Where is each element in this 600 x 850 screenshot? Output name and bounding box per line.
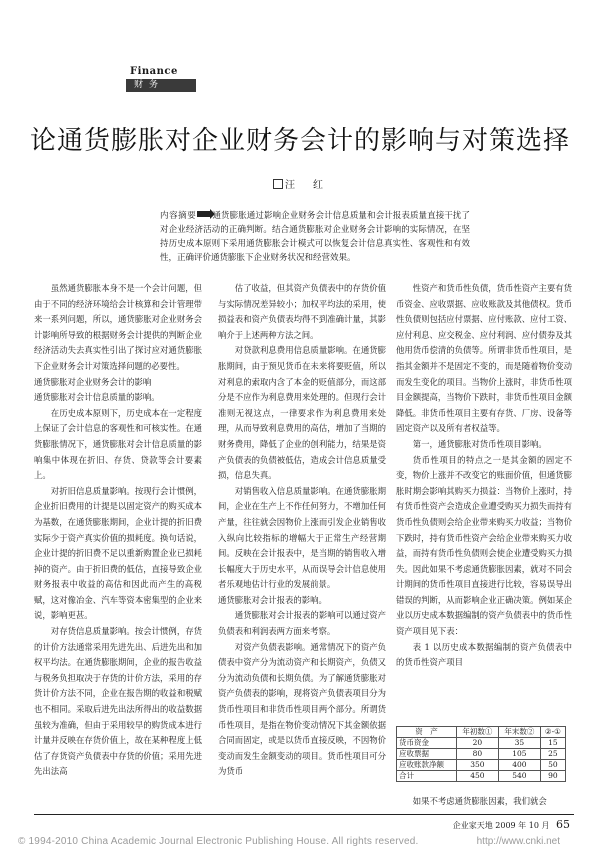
section-heading: 通货膨胀对会计信息质量的影响。	[34, 392, 160, 403]
paragraph: 对贷款利息费用信息质量影响。在通货膨胀期间，由于预见货币在未来将要贬值，所以对利息的索取内含了本金的贬值部分，而这部分是不应作为利息费用来处理的。但现行会计准则无视这点，一律要求作为利息费用来处理，从而导致利息费用的高估，增加了当期的财务费用，降低了企业的创利能力，结果是资产负债表的负债被低估，造成会计信息质量受损，信息失真。	[218, 345, 386, 481]
website-link[interactable]: http://www.cnki.net	[476, 836, 560, 847]
table-cell: 350	[456, 760, 498, 771]
paragraph: 在历史成本原则下，历史成本在一定程度上保证了会计信息的客观性和可核实性。在通货膨胀情况下，通货膨胀对会计信息质量的影响集中体现在折旧、存货、贷款等会计要素上。	[34, 407, 202, 481]
table-cell: 货币资金	[397, 738, 457, 749]
table-cell: 540	[498, 771, 540, 782]
paragraph: 虽然通货膨胀本身不是一个会计问题，但由于不同的经济环境给会计核算和会计管理带来一系列问题，所以，通货膨胀对企业财务会计影响所导致的根据财务会计提供的判断企业经济活动失去真实性引出了探讨应对通货膨胀下企业财务会计对策选择问题的必要性。	[34, 283, 202, 371]
column-3	[396, 281, 572, 671]
table-row	[397, 771, 566, 782]
paragraph: 对销售收入信息质量影响。在通货膨胀期间，企业在生产上不作任何努力，不增加任何产量，往往就会因物价上涨而引发企业销售收入纵向比较指标的增幅大于正常生产经营期间。反映在会计报表中，是当期的销售收入增长幅度大于历史水平，从而误导会计信息使用者乐观地估计行业的发展前景。	[218, 485, 386, 590]
paragraph: 表 1 以历史成本数据编制的资产负债表中的货币性资产项目	[396, 641, 572, 668]
table-cell: 应收票据	[397, 749, 457, 760]
abstract-text: 通货膨胀通过影响企业财务会计信息质量和会计报表质量直接干扰了对企业经济活动的正确判断。结合通货膨胀对企业财务会计影响的实际情况，在坚持历史成本原则下采用通货膨胀会计模式可以恢复会计信息真实性、客观性和有效性，正确评价通货膨胀下企业财务状况和经营效果。	[160, 211, 470, 263]
section-heading: 通货膨胀对会计报表的影响。	[218, 594, 327, 605]
paragraph: 货币性项目的特点之一是其金额的固定不变，物价上涨并不改变它的账面价值，但通货膨胀时期会影响其购买力损益：当物价上涨时，持有货币性资产会造成企业遭受购买力损失而持有货币性负债则会给企业带来购买力收益；当物价下跌时，持有货币性资产会给企业带来购买力收益，而持有货币性负债则会使企业遭受购买力损失。因此如果不考虑通货膨胀因素，就对不同会计期间的货币性项目直接进行比较，容易误导出错误的判断，从而影响企业正确决策。例如某企业以历史成本数据编制的资产负债表中的货币性资产项目见下表：	[396, 454, 572, 637]
table-header-row	[397, 727, 566, 738]
column-1	[34, 281, 202, 780]
table-row	[397, 738, 566, 749]
arrow-right-icon	[197, 211, 211, 217]
table-cell: 15	[540, 738, 565, 749]
article-title: 论通货膨胀对企业财务会计的影响与对策选择	[29, 126, 570, 156]
table-cell: 合计	[397, 771, 457, 782]
table-row	[397, 749, 566, 760]
table-cell: 400	[498, 760, 540, 771]
paragraph: 对折旧信息质量影响。按现行会计惯例，企业折旧费用的计提是以固定资产的购买成本为基数，在通货膨胀期间，企业计提的折旧费实际少于资产真实价值的损耗度。换句话说，企业计提的折旧费不足以重新购置企业已损耗掉的资产。由于折旧费的低估，直接导致企业财务报表中收益的高估和因此而产生的高税赋，这对像冶金、汽车等资本密集型的企业来说，影响更甚。	[34, 485, 202, 621]
paragraph: 性资产和货币性负债，货币性资产主要有货币资金、应收票据、应收账款及其他债权。货币性负债则包括应付票据、应付账款、应付工资、应付利息、应交税金、应付利润、应付债券及其他用货币偿清的负债等。所谓非货币性项目，是指其金额并不是固定不变的，而是随着物价变动而发生变化的项目。当物价上涨时，非货币性项目金额提高，当物价下跌时，非货币性项目金额降低。非货币性项目主要有存货、厂房、设备等固定资产以及所有者权益等。	[396, 283, 572, 434]
issue-date: 2009 年 10 月	[495, 821, 550, 830]
table-cell: 35	[498, 738, 540, 749]
copyright-notice: © 1994-2010 China Academic Journal Electronic Publishing House. All rights reserved.	[18, 836, 419, 847]
table-header-cell: 年末数②	[498, 727, 540, 738]
table-header-cell: 资 产	[397, 727, 457, 738]
table-cell: 90	[540, 771, 565, 782]
table-header-cell: ②-①	[540, 727, 565, 738]
table-cell: 25	[540, 749, 565, 760]
abstract	[160, 209, 470, 265]
footer-divider	[34, 814, 574, 815]
author-line	[0, 176, 600, 191]
table-cell: 105	[498, 749, 540, 760]
table-1	[396, 726, 572, 782]
table-cell: 50	[540, 760, 565, 771]
magazine-name: 企业家天地	[452, 821, 493, 830]
paragraph: 对存货信息质量影响。按会计惯例，存货的计价方法通常采用先进先出、后进先出和加权平均法。在通货膨胀期间，企业的报告收益与税务负担取决于存货的计价方法，采用的存货计价方法不同，企业在报告期的收益和税赋也不相同。采取后进先出法所得出的收益数据虽较为准确，但由于采用较早的购货成本进行计量并反映在存货价值上，故在某种程度上低估了存货资产负债表中存货的价值；采用先进先出法高	[34, 626, 202, 777]
section-label-cn: 财务	[126, 79, 196, 92]
author-box-icon	[273, 179, 283, 189]
paragraph: 通货膨胀对会计报表的影响可以通过资产负债表和利润表两方面来考察。	[218, 610, 386, 637]
table-row	[397, 760, 566, 771]
table-cell: 应收账款净额	[397, 760, 457, 771]
section-label-en: Finance	[130, 66, 178, 77]
abstract-label: 内容摘要	[160, 211, 197, 221]
section-heading: 通货膨胀对企业财务会计的影响	[34, 376, 152, 387]
paragraph: 如果不考虑通货膨胀因素，我们就会	[412, 796, 547, 806]
author-name: 汪 红	[285, 180, 327, 191]
table-cell: 80	[456, 749, 498, 760]
page-number: 65	[556, 818, 570, 831]
table-header-cell: 年初数①	[456, 727, 498, 738]
table-cell: 20	[456, 738, 498, 749]
paragraph: 估了收益，但其资产负债表中的存货价值与实际情况差异较小；加权平均法的采用，使损益表和资产负债表均得不到准确计量，其影响介于上述两种方法之间。	[218, 283, 386, 340]
paragraph: 对资产负债表影响。通常情况下的资产负债表中资产分为流动资产和长期资产，负债又分为流动负债和长期负债。为了解通货膨胀对资产负债表的影响，现将资产负债表项目分为货币性项目和非货币性项目两个部分。所谓货币性项目，是指在物价变动情况下其金额依据合同而固定，或是以货币直接反映，不因物价变动而发生金额变动的项目。货币性项目可分为货币	[218, 641, 386, 777]
paragraph: 第一，通货膨胀对货币性项目影响。	[412, 438, 547, 449]
table-cell: 450	[456, 771, 498, 782]
column-2	[218, 281, 386, 780]
page-info	[453, 818, 570, 831]
